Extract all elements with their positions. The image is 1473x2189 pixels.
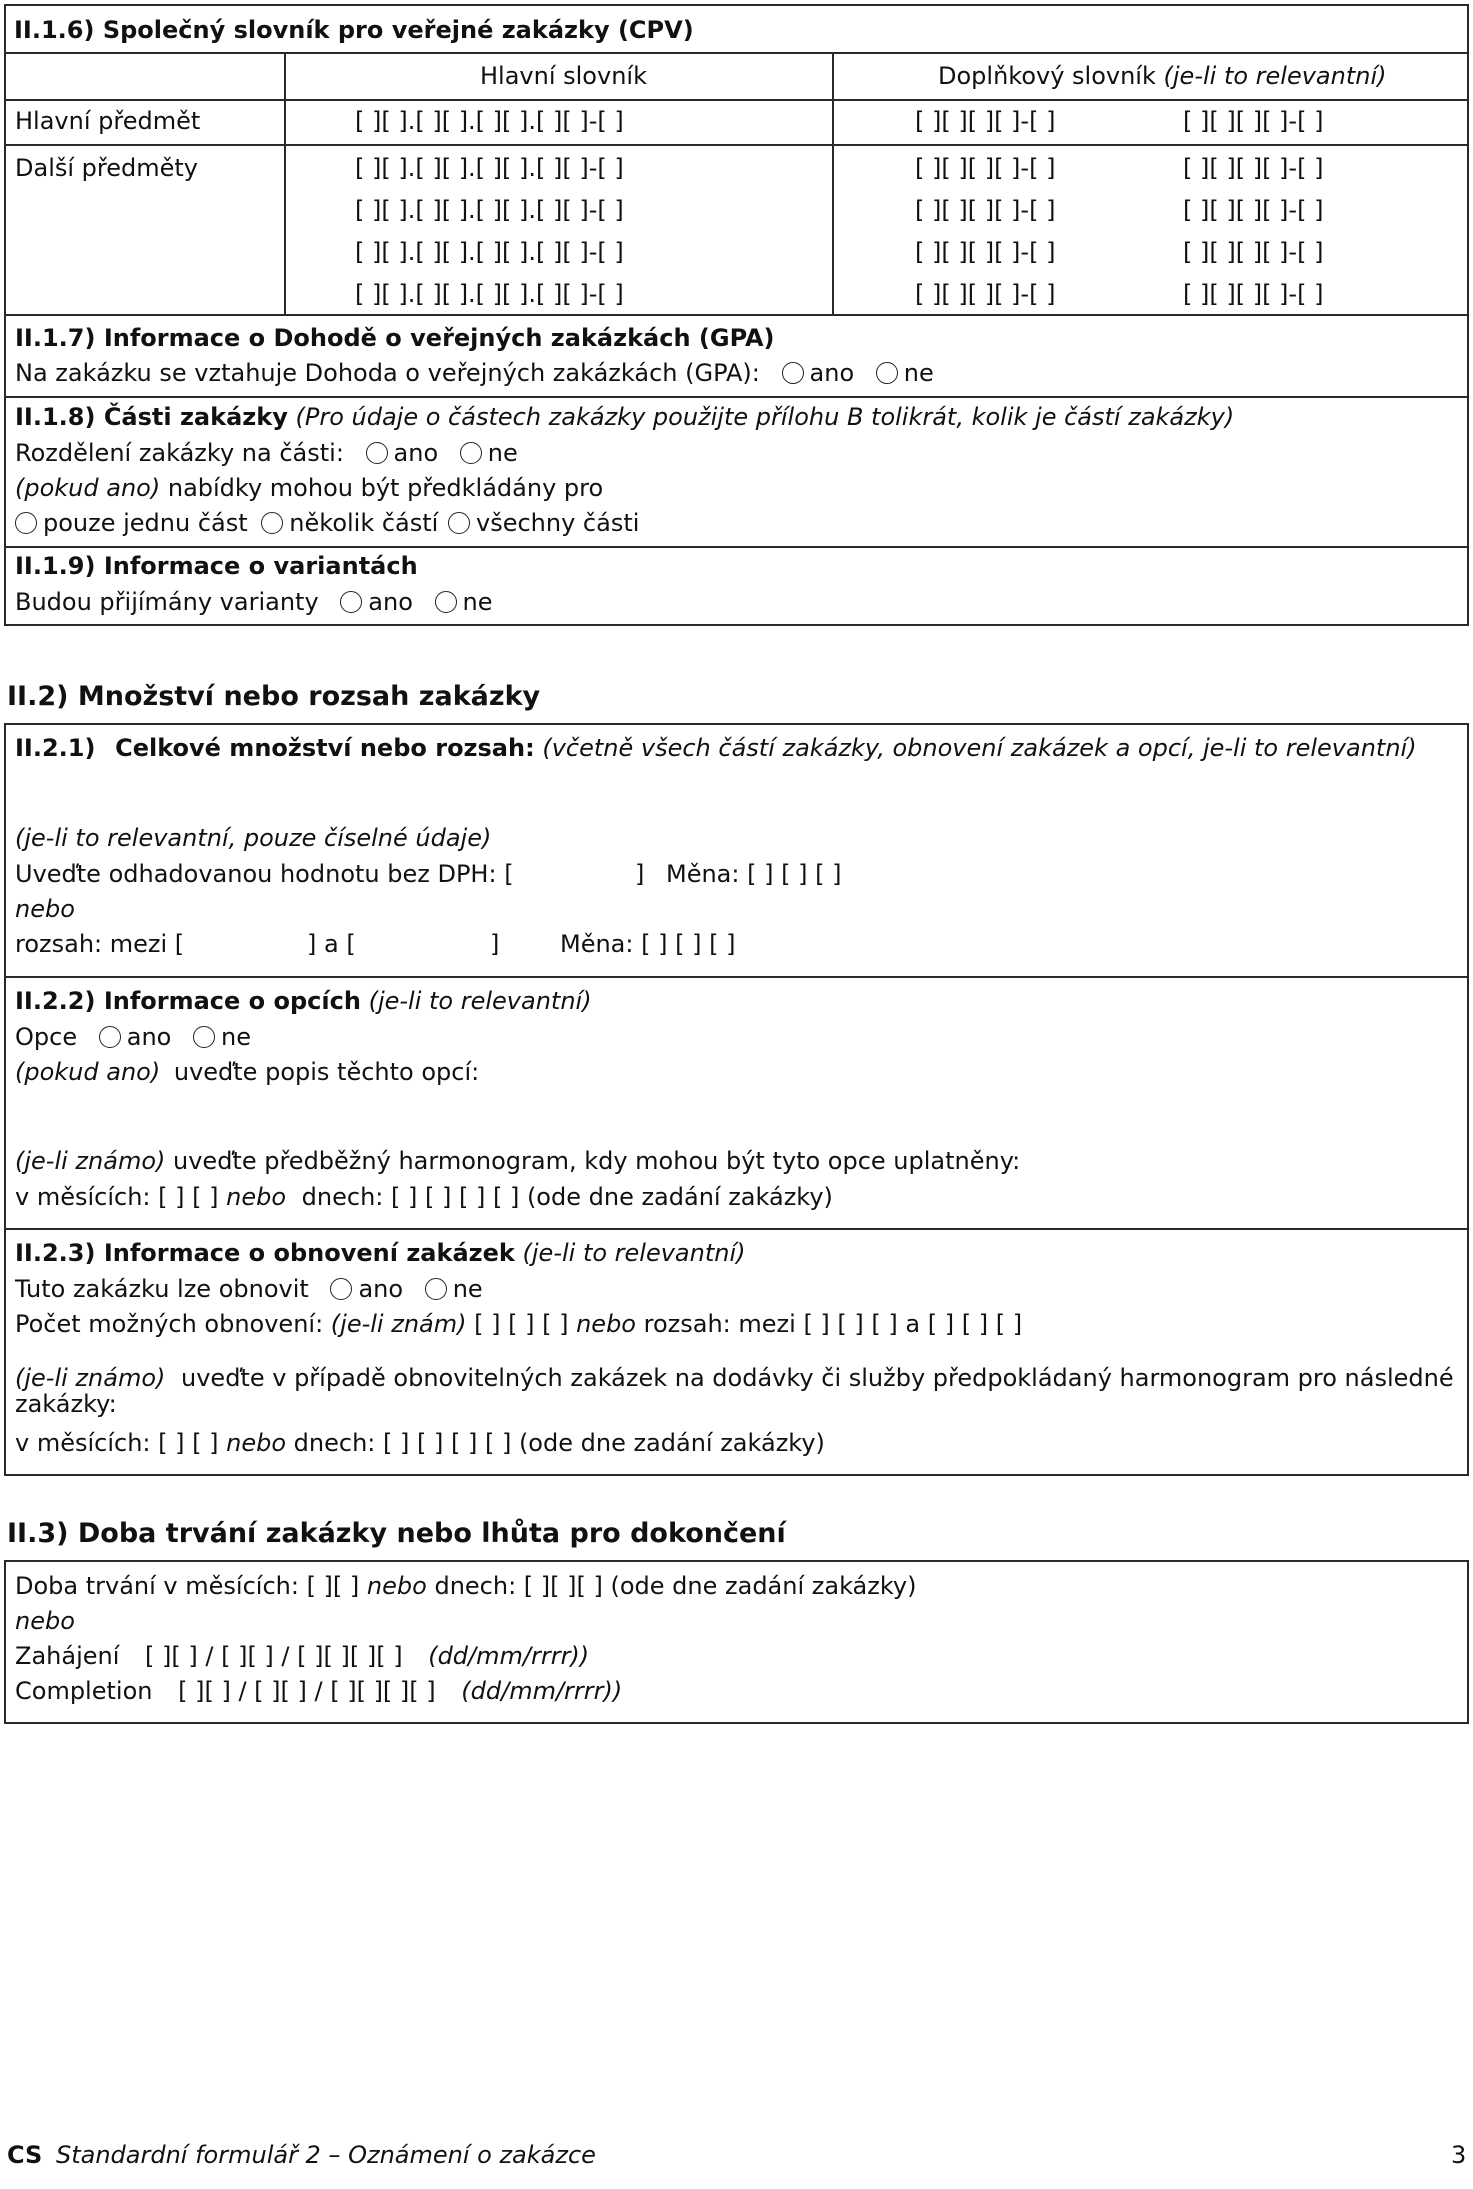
options-divider [4,1228,1469,1230]
lots-divider [4,546,1469,548]
lots-heading: II.1.8) Části zakázky [15,403,288,431]
cpv-row-other-label: Další předměty [15,154,198,182]
renewals-heading: II.2.3) Informace o obnovení zakázek [15,1239,515,1267]
lots-no-option[interactable]: ne [446,441,518,465]
cpv-col-supp-note: (je-li to relevantní) [1163,62,1387,90]
lots-heading-note: (Pro údaje o částech zakázky použijte přílohu B tolikrát, kolik je částí zakázky) [295,403,1235,431]
quantity-total-label: Celkové množství nebo rozsah: [115,734,535,762]
options-label: Opce [15,1023,78,1051]
radio-icon[interactable] [330,1278,352,1300]
cpv-table-top-line [4,52,1469,54]
renewals-range[interactable]: rozsah: mezi [ ] [ ] [ ] a [ ] [ ] [ ] [643,1310,1023,1338]
quantity-estimate-label: Uveďte odhadovanou hodnotu bez DPH: [ [15,860,514,888]
quantity-range-label: rozsah: mezi [ [15,930,185,958]
radio-icon[interactable] [425,1278,447,1300]
duration-completion-label: Completion [15,1677,153,1705]
radio-icon[interactable] [261,512,283,534]
renewals-months-or: nebo [226,1429,287,1457]
quantity-total-note: (včetně všech částí zakázky, obnovení zakázek a opcí, je-li to relevantní) [542,734,1417,762]
options-heading-row [15,989,592,1013]
footer [7,2143,596,2167]
quantity-total-row [15,736,1417,760]
renewals-count-boxes[interactable]: [ ] [ ] [ ] [474,1310,569,1338]
lots-if-yes: (pokud ano) [15,474,161,502]
renewals-schedule-text: uveďte v případě obnovitelných zakázek na dodávky či služby předpokládaný harmonogram pro následné [181,1364,1454,1392]
variants-heading: II.1.9) Informace o variantách [15,552,418,580]
quantity-numeric-note: (je-li to relevantní, pouze číselné údaje) [15,824,492,852]
lots-one-option[interactable]: pouze jednu část [15,511,248,535]
cpv-heading-text: Společný slovník pro veřejné zakázky (CPV) [102,16,694,44]
cpv-col-supp-label: Doplňkový slovník [938,62,1156,90]
cpv-other-supp-code[interactable]: [ ][ ][ ][ ]-[ ] [1183,196,1324,224]
quantity-divider [4,976,1469,978]
duration-months[interactable]: Doba trvání v měsících: [ ][ ] [15,1572,360,1600]
options-no-option[interactable]: ne [179,1025,251,1049]
cpv-table-bottom-line [4,314,1469,316]
lots-several-option[interactable]: několik částí [255,511,438,535]
renewals-schedule-cont: zakázky: [15,1390,117,1418]
options-if-yes: (pokud ano) [15,1058,161,1086]
variants-yes-option[interactable]: ano [326,590,413,614]
duration-days[interactable]: dnech: [ ][ ][ ] (ode dne zadání zakázky) [434,1572,917,1600]
lots-yes-option[interactable]: ano [352,441,439,465]
options-or: nebo [226,1183,287,1211]
quantity-range-currency[interactable]: Měna: [ ] [ ] [ ] [560,930,736,958]
options-yes-option[interactable]: ano [85,1025,172,1049]
lots-division-row [15,441,518,465]
options-if-known: (je-li známo) [15,1147,166,1175]
options-schedule-text: uveďte předběžný harmonogram, kdy mohou být tyto opce uplatněny: [173,1147,1021,1175]
duration-or-inline: nebo [366,1572,427,1600]
radio-icon[interactable] [876,362,898,384]
cpv-heading-number: II.1.6) [14,16,95,44]
cpv-col-divider-2 [832,52,834,316]
duration-completion-format: (dd/mm/rrrr)) [461,1677,623,1705]
renewals-question: Tuto zakázku lze obnovit [15,1275,309,1303]
cpv-other-supp-code[interactable]: [ ][ ][ ][ ]-[ ] [915,238,1056,266]
gpa-question: Na zakázku se vztahuje Dohoda o veřejných zakázkách (GPA): [15,359,760,387]
quantity-or: nebo [15,895,75,923]
lots-division-label: Rozdělení zakázky na části: [15,439,344,467]
renewals-if-known: (je-li známo) [15,1364,166,1392]
lots-all-option[interactable]: všechny části [446,511,639,535]
duration-completion-row [15,1679,622,1703]
renewals-no-option[interactable]: ne [411,1277,483,1301]
radio-icon[interactable] [340,591,362,613]
options-schedule-row [15,1149,1020,1173]
quantity-heading: II.2) Množství nebo rozsah zakázky [7,681,541,712]
cpv-col-divider-1 [284,52,286,316]
renewals-heading-row [15,1241,746,1265]
options-heading-note: (je-li to relevantní) [368,987,592,1015]
cpv-other-supp-code[interactable]: [ ][ ][ ][ ]-[ ] [915,280,1056,308]
options-days[interactable]: dnech: [ ] [ ] [ ] [ ] (ode dne zadání zakázky) [301,1183,833,1211]
quantity-total-number: II.2.1) [15,734,96,762]
options-question-row [15,1025,251,1049]
cpv-other-supp-code[interactable]: [ ][ ][ ][ ]-[ ] [915,196,1056,224]
cpv-table-row-line [4,144,1469,146]
gpa-no-option[interactable]: ne [862,361,934,385]
variants-no-option[interactable]: ne [421,590,493,614]
duration-completion-date[interactable]: [ ][ ] / [ ][ ] / [ ][ ][ ][ ] [178,1677,436,1705]
cpv-table-header-line [4,99,1469,101]
options-months[interactable]: v měsících: [ ] [ ] [15,1183,219,1211]
renewals-count-note: (je-li znám) [330,1310,467,1338]
footer-lang: CS [7,2141,43,2169]
renewals-months-row [15,1431,825,1455]
gpa-question-row [15,361,934,385]
cpv-other-main-code[interactable]: [ ][ ].[ ][ ].[ ][ ].[ ][ ]-[ ] [355,238,624,266]
radio-icon[interactable] [193,1026,215,1048]
duration-start-date[interactable]: [ ][ ] / [ ][ ] / [ ][ ][ ][ ] [145,1642,403,1670]
options-describe-row [15,1060,479,1084]
cpv-other-main-code[interactable]: [ ][ ].[ ][ ].[ ][ ].[ ][ ]-[ ] [355,196,624,224]
radio-icon[interactable] [448,512,470,534]
duration-start-label: Zahájení [15,1642,120,1670]
lots-offers-text: nabídky mohou být předkládány pro [167,474,604,502]
renewals-days[interactable]: dnech: [ ] [ ] [ ] [ ] (ode dne zadání zakázky) [293,1429,825,1457]
cpv-other-supp-code[interactable]: [ ][ ][ ][ ]-[ ] [1183,280,1324,308]
cpv-col-main-header: Hlavní slovník [480,62,647,90]
footer-page-number: 3 [1451,2141,1467,2169]
gpa-yes-option[interactable]: ano [768,361,855,385]
cpv-supp-code[interactable]: [ ][ ][ ][ ]-[ ] [1183,107,1324,135]
renewals-count-row [15,1312,1022,1336]
duration-months-row [15,1574,916,1598]
duration-start-row [15,1644,589,1668]
cpv-row-main-label: Hlavní předmět [15,107,201,135]
duration-heading: II.3) Doba trvání zakázky nebo lhůta pro dokončení [7,1518,786,1549]
variants-question: Budou přijímány varianty [15,588,319,616]
quantity-currency[interactable]: Měna: [ ] [ ] [ ] [666,860,842,888]
gpa-heading: II.1.7) Informace o Dohodě o veřejných zakázkách (GPA) [15,324,775,352]
cpv-supp-code[interactable]: [ ][ ][ ][ ]-[ ] [915,107,1056,135]
renewals-heading-note: (je-li to relevantní) [522,1239,746,1267]
renewals-count-label: Počet možných obnovení: [15,1310,324,1338]
radio-icon[interactable] [366,442,388,464]
footer-form-name: Standardní formulář 2 – Oznámení o zakázce [55,2141,596,2169]
radio-icon[interactable] [99,1026,121,1048]
lots-offers-row [15,476,603,500]
gpa-divider [4,396,1469,398]
duration-or: nebo [15,1607,75,1635]
cpv-other-main-code[interactable]: [ ][ ].[ ][ ].[ ][ ].[ ][ ]-[ ] [355,280,624,308]
cpv-other-supp-code[interactable]: [ ][ ][ ][ ]-[ ] [1183,238,1324,266]
cpv-other-supp-code[interactable]: [ ][ ][ ][ ]-[ ] [1183,154,1324,182]
renewals-schedule-row [15,1366,1455,1390]
options-heading: II.2.2) Informace o opcích [15,987,361,1015]
radio-icon[interactable] [435,591,457,613]
lots-heading-row [15,405,1234,429]
cpv-other-supp-code[interactable]: [ ][ ][ ][ ]-[ ] [915,154,1056,182]
renewals-question-row [15,1277,483,1301]
variants-question-row [15,590,493,614]
renewals-yes-option[interactable]: ano [316,1277,403,1301]
quantity-range-close: ] [490,930,500,958]
radio-icon[interactable] [15,512,37,534]
renewals-months[interactable]: v měsících: [ ] [ ] [15,1429,219,1457]
lots-choice-row [15,511,639,535]
radio-icon[interactable] [460,442,482,464]
cpv-main-code[interactable]: [ ][ ].[ ][ ].[ ][ ].[ ][ ]-[ ] [355,107,624,135]
options-months-row [15,1185,833,1209]
quantity-range-mid: ] a [ [307,930,356,958]
quantity-estimate-close: ] [635,860,645,888]
renewals-or: nebo [576,1310,636,1338]
cpv-heading [14,18,694,42]
duration-start-format: (dd/mm/rrrr)) [428,1642,590,1670]
options-describe: uveďte popis těchto opcí: [173,1058,480,1086]
radio-icon[interactable] [782,362,804,384]
cpv-col-supp-header [938,64,1387,88]
cpv-other-main-code[interactable]: [ ][ ].[ ][ ].[ ][ ].[ ][ ]-[ ] [355,154,624,182]
